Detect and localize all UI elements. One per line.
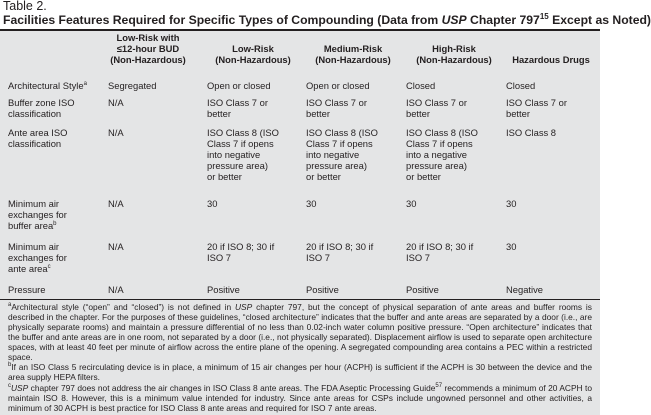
header-hazardous — [506, 54, 596, 65]
table-cell: N/A — [108, 284, 124, 295]
header-line: (Non-Hazardous) — [215, 54, 291, 65]
table-cell: Closed — [406, 80, 436, 91]
table-cell: ISO Class 7 or better — [406, 97, 467, 119]
title-source: USP — [441, 13, 467, 27]
row-label-min-air-ante: Minimum air exchanges for ante area$^c$ — [8, 241, 67, 274]
header-line: (Non-Hazardous) — [315, 54, 391, 65]
table-cell: Open or closed — [306, 80, 370, 91]
table-cell: ISO Class 8 (ISO Class 7 if opens into a negative pressure area) or better — [406, 127, 478, 182]
table-cell: Positive — [306, 284, 339, 295]
table-cell: 30 — [406, 198, 417, 209]
table-divider — [0, 299, 600, 300]
table-title — [3, 13, 651, 27]
table-cell: 20 if ISO 8; 30 if ISO 7 — [207, 241, 275, 263]
header-line: Medium-Risk — [323, 43, 383, 54]
table-cell: ISO Class 7 or better — [207, 97, 268, 119]
table-cell: ISO Class 8 — [506, 127, 557, 138]
header-low-risk-12h — [108, 32, 188, 65]
facilities-table — [0, 29, 600, 415]
header-line: High-Risk — [432, 43, 476, 54]
header-line: (Non-Hazardous) — [416, 54, 492, 65]
footnote-b: $^b$If an ISO Class 5 recirculating device is in place, a minimum of 15 air changes per hour (ACPH) is sufficient if the ACPH is 30 between the device and the area supply HEPA filters. — [8, 362, 592, 382]
table-cell: 30 — [506, 241, 517, 252]
top-rule — [0, 29, 600, 31]
table-cell: ISO Class 8 (ISO Class 7 if opens into negative pressure area) or better — [207, 127, 279, 182]
table-cell: Positive — [406, 284, 439, 295]
table-cell: 20 if ISO 8; 30 if ISO 7 — [306, 241, 374, 263]
table-cell: 30 — [207, 198, 218, 209]
table-cell: ISO Class 8 (ISO Class 7 if opens into negative pressure area) or better — [306, 127, 378, 182]
header-line: Hazardous Drugs — [512, 54, 590, 65]
row-label-pressure: Pressure — [8, 284, 46, 295]
row-label-architectural-style: Architectural Style$^a$ — [8, 80, 87, 91]
footnote-c: $^c$USP chapter 797 does not address the air changes in ISO Class 8 ante areas. The FDA Aseptic Processing Guide$^{57}$ recommends a minimum of 20 ACPH to maintain ISO 8. However, this is a minimum value intended for industry. Since ante areas for CSPs include ungowned personnel and other activities, a minimum of 30 ACPH is best practice for ISO Class 8 ante areas and required for ISO 7 ante areas. — [8, 383, 592, 413]
table-cell: 30 — [506, 198, 517, 209]
footnote-a: $^a$Architectural style (“open” and “closed”) is not defined in USP chapter 797, but the concept of physical separation of ante areas and buffer rooms is described in the chapter. For the purposes of these guidelines, “closed architecture” indicates that the buffer and ante areas are separated by a door (i.e., are physically separate rooms) and maintain a pressure differential of no less than 0.02-inch water column positive pressure. “Open architecture” indicates that the buffer and ante areas are in one room, not separated by a door (i.e., not physically separated). Displacement airflow is used to separate open architecture spaces, with at least 40 feet per minute of airflow across the entire plane of the opening. A segregated compounding area contains a PEC within a restricted space. — [8, 302, 592, 362]
table-cell: ISO Class 7 or better — [306, 97, 367, 119]
row-label-ante-area: Ante area ISO classification — [8, 127, 68, 149]
title-ref: 15 — [539, 11, 549, 21]
header-line: (Non-Hazardous) — [110, 54, 186, 65]
table-cell: N/A — [108, 198, 124, 209]
table-cell: Positive — [207, 284, 240, 295]
table-cell: 30 — [306, 198, 317, 209]
table-cell: Open or closed — [207, 80, 271, 91]
table-cell: N/A — [108, 97, 124, 108]
table-cell: Closed — [506, 80, 536, 91]
table-cell: 20 if ISO 8; 30 if ISO 7 — [406, 241, 474, 263]
table-cell: N/A — [108, 127, 124, 138]
table-cell: ISO Class 7 or better — [506, 97, 567, 119]
table-cell: N/A — [108, 241, 124, 252]
table-cell: Negative — [506, 284, 544, 295]
table-caption: Table 2. — [3, 0, 47, 13]
header-low-risk — [207, 43, 299, 65]
title-main: Facilities Features Required for Specific Types of Compounding (Data from — [3, 13, 442, 27]
header-high-risk — [406, 43, 502, 65]
header-line: Low-Risk — [232, 43, 274, 54]
title-chapter: Chapter 797 — [466, 13, 540, 27]
table-cell: Segregated — [108, 80, 157, 91]
row-label-buffer-zone: Buffer zone ISO classification — [8, 97, 75, 119]
row-label-min-air-buffer: Minimum air exchanges for buffer area$^b$ — [8, 198, 67, 231]
header-line: ≤12-hour BUD — [116, 43, 180, 54]
header-line: Low-Risk with — [116, 32, 180, 43]
header-medium-risk — [306, 43, 400, 65]
title-suffix: Except as Noted) — [548, 13, 651, 27]
